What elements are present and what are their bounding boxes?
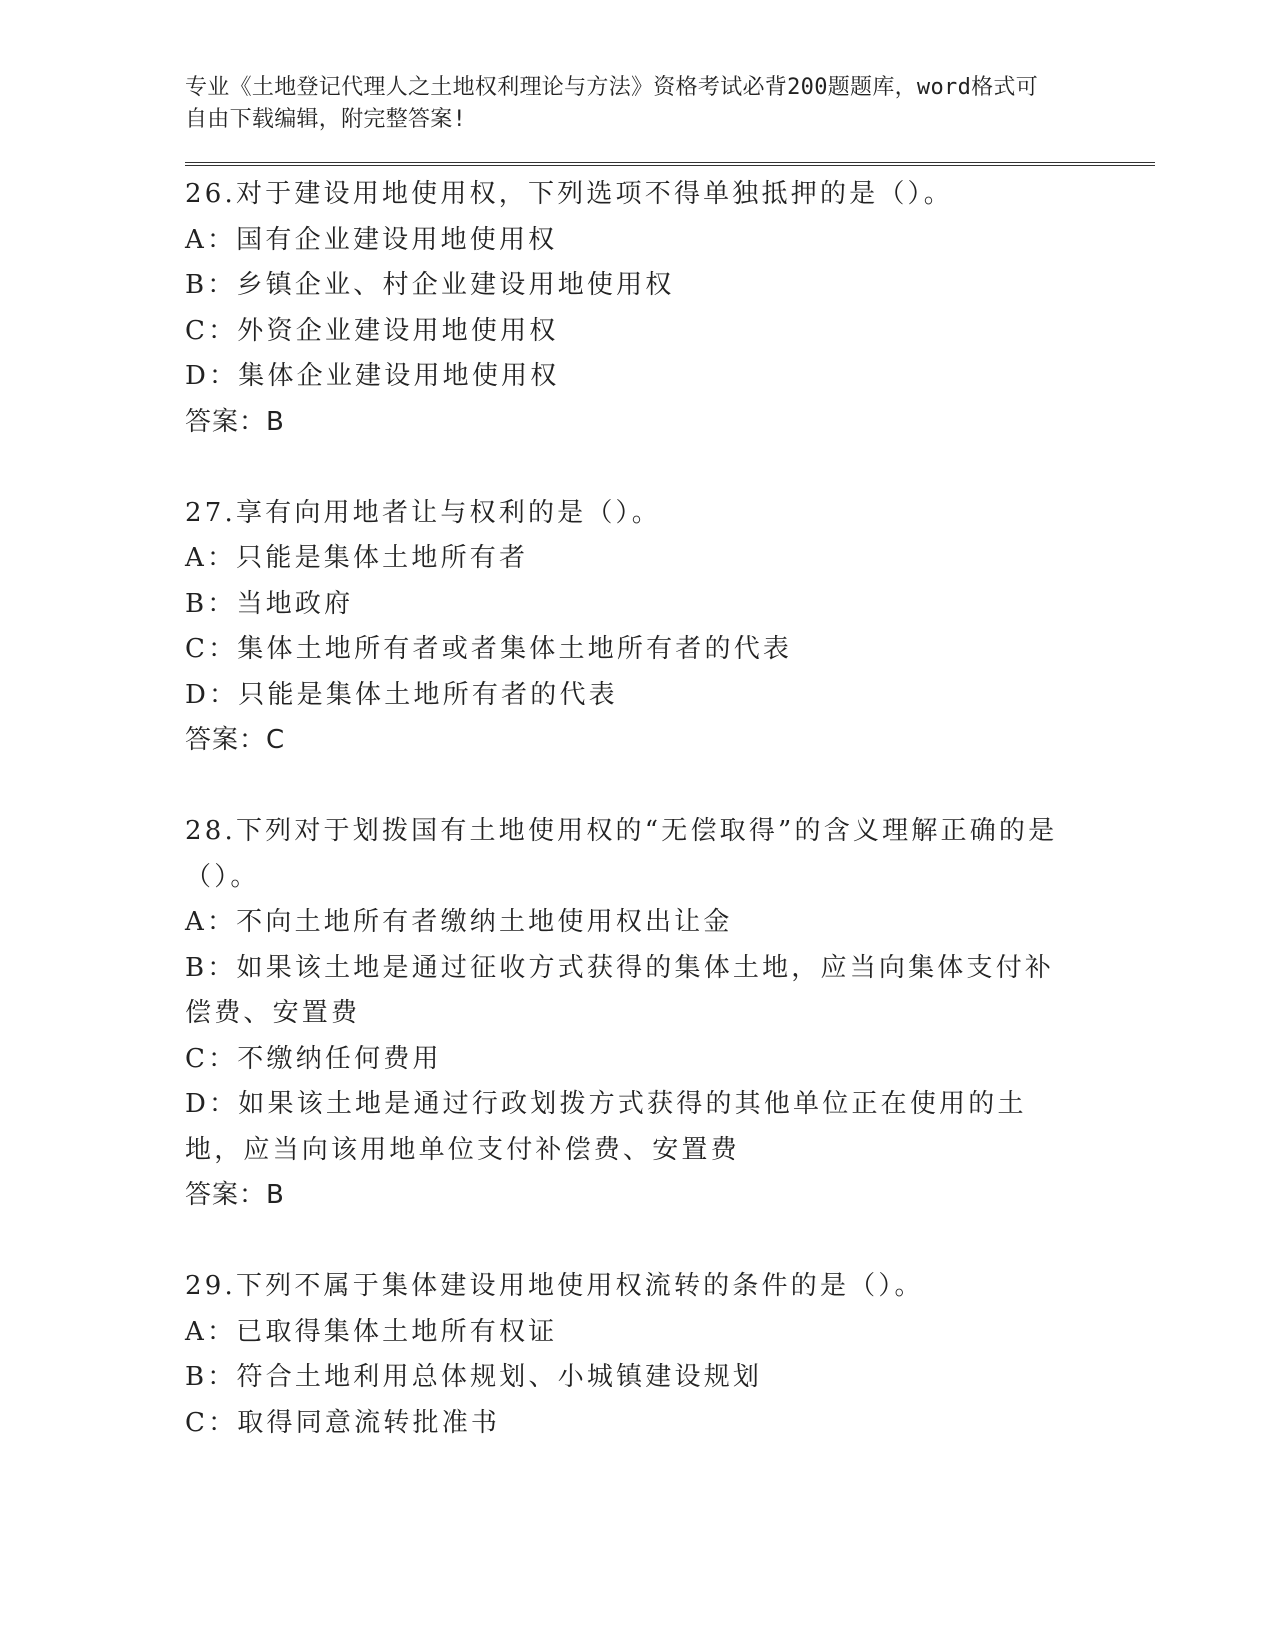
option-b: B：乡镇企业、村企业建设用地使用权: [185, 270, 675, 300]
answer: 答案：B: [185, 406, 285, 437]
spacer: [185, 445, 1155, 491]
option-d: D：只能是集体土地所有者的代表: [185, 679, 618, 710]
document-page: [185, 72, 1155, 1446]
spacer: [185, 1219, 1155, 1265]
question-26: [185, 172, 1155, 445]
option-c: C：集体土地所有者或者集体土地所有者的代表: [185, 634, 793, 664]
option-a: A：只能是集体土地所有者: [185, 543, 529, 573]
header-divider: [185, 162, 1155, 166]
question-stem: 28.下列对于划拨国有土地使用权的“无偿取得”的含义理解正确的是（）。: [185, 816, 1058, 892]
option-b: B：当地政府: [185, 588, 354, 619]
option-d: D：如果该土地是通过行政划拨方式获得的其他单位正在使用的土地，应当向该用地单位支付补偿费、安置费: [185, 1089, 1027, 1165]
option-b: B：如果该土地是通过征收方式获得的集体土地，应当向集体支付补偿费、安置费: [185, 952, 1055, 1028]
question-28: [185, 809, 1155, 1219]
option-b: B：符合土地利用总体规划、小城镇建设规划: [185, 1362, 763, 1392]
option-a: A：国有企业建设用地使用权: [185, 224, 558, 255]
option-c: C：取得同意流转批准书: [185, 1407, 501, 1438]
answer: 答案：C: [185, 725, 286, 755]
option-c: C：不缴纳任何费用: [185, 1043, 442, 1074]
answer: 答案：B: [185, 1180, 285, 1210]
question-stem: 29.下列不属于集体建设用地使用权流转的条件的是（）。: [185, 1271, 924, 1301]
question-27: [185, 491, 1155, 764]
question-stem: 26.对于建设用地使用权，下列选项不得单独抵押的是（）。: [185, 179, 953, 209]
question-stem: 27.享有向用地者让与权利的是（）。: [185, 497, 661, 528]
question-29: [185, 1264, 1155, 1446]
option-a: A：不向土地所有者缴纳土地使用权出让金: [185, 907, 733, 937]
document-header: 专业《土地登记代理人之土地权利理论与方法》资格考试必背200题题库，word格式可自由下载编辑，附完整答案!: [185, 75, 1039, 132]
option-c: C：外资企业建设用地使用权: [185, 315, 559, 346]
spacer: [185, 764, 1155, 810]
option-d: D：集体企业建设用地使用权: [185, 361, 560, 391]
option-a: A：已取得集体土地所有权证: [185, 1316, 558, 1347]
